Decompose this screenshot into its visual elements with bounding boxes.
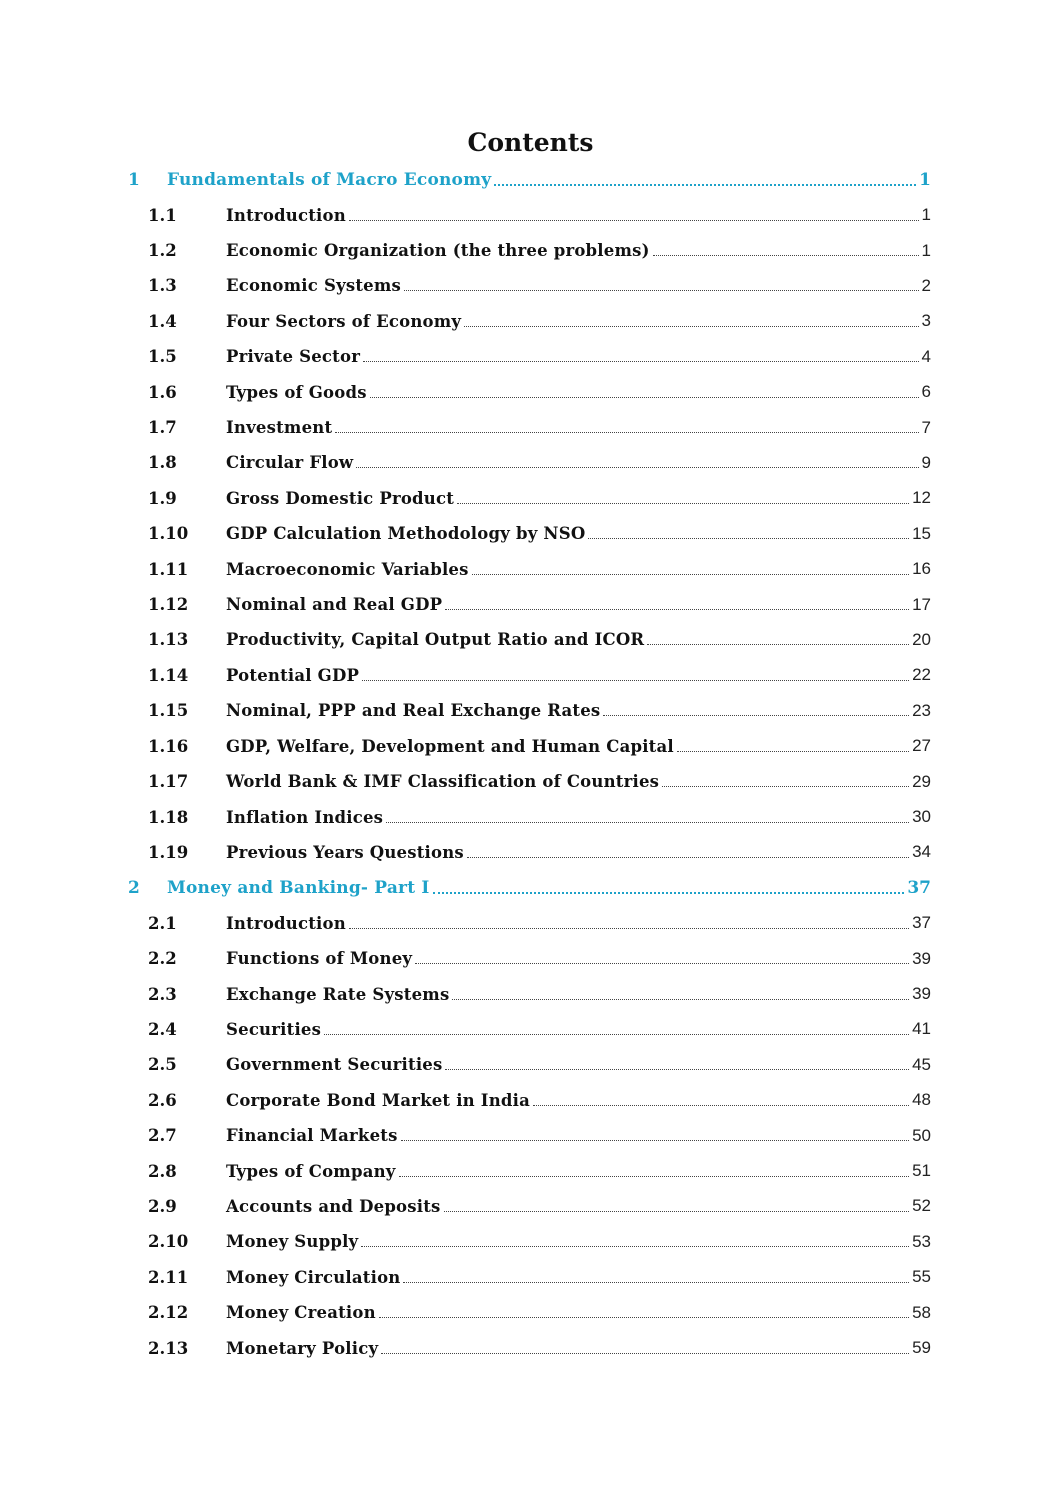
entry-number: 2.7 [148,1126,177,1146]
entry-title: Types of Company [226,1161,396,1181]
entry-number: 1.9 [148,488,177,508]
entry-number: 1.18 [148,807,189,827]
toc-section-entry[interactable] [128,1224,931,1259]
entry-number: 2.11 [148,1267,189,1287]
dot-leader [445,609,909,610]
entry-title: Four Sectors of Economy [226,311,462,331]
entry-page-number: 37 [907,877,931,898]
entry-title: Exchange Rate Systems [226,984,450,1004]
entry-page-number: 50 [912,1125,931,1145]
toc-section-entry[interactable] [128,764,931,799]
toc-section-entry[interactable] [128,233,931,268]
entry-title: GDP Calculation Methodology by NSO [226,524,586,544]
entry-title: Monetary Policy [226,1338,379,1358]
dot-leader [464,326,918,327]
dot-leader [647,644,909,645]
dot-leader [386,822,909,823]
entry-title: Nominal, PPP and Real Exchange Rates [226,701,601,721]
toc-section-entry[interactable] [128,941,931,976]
entry-title: Introduction [226,913,346,933]
entry-title: World Bank & IMF Classification of Countries [226,772,660,792]
entry-number: 1 [128,169,140,190]
entry-page-number: 59 [912,1338,931,1358]
entry-number: 1.15 [148,701,189,721]
entry-page-number: 1 [921,205,931,225]
dot-leader [401,1140,910,1141]
toc-section-entry[interactable] [128,1330,931,1365]
entry-title: Government Securities [226,1055,443,1075]
entry-number: 2.8 [148,1161,177,1181]
entry-page-number: 12 [912,488,931,508]
dot-leader [399,1176,910,1177]
entry-title: Inflation Indices [226,807,384,827]
entry-page-number: 2 [921,275,931,295]
dot-leader [362,680,909,681]
entry-page-number: 30 [912,807,931,827]
entry-page-number: 4 [921,346,931,366]
entry-number: 1.19 [148,842,189,862]
entry-page-number: 34 [912,842,931,862]
entry-title: Money Circulation [226,1267,401,1287]
toc-section-entry[interactable] [128,516,931,551]
entry-title: Productivity, Capital Output Ratio and ICOR [226,630,645,650]
entry-page-number: 58 [912,1302,931,1322]
entry-number: 2.10 [148,1232,189,1252]
dot-leader [361,1246,909,1247]
entry-number: 1.7 [148,418,177,438]
table-of-contents [128,162,931,1366]
entry-title: Types of Goods [226,382,367,402]
entry-number: 1.16 [148,736,189,756]
entry-title: Money and Banking- Part I [167,877,430,898]
entry-number: 1.13 [148,630,189,650]
entry-title: Financial Markets [226,1126,398,1146]
entry-page-number: 53 [912,1231,931,1251]
entry-number: 2 [128,877,140,898]
entry-title: Securities [226,1019,322,1039]
entry-number: 1.11 [148,559,189,579]
entry-number: 1.3 [148,276,177,296]
entry-page-number: 51 [912,1161,931,1181]
toc-section-entry[interactable] [128,799,931,834]
entry-number: 1.6 [148,382,177,402]
toc-section-entry[interactable] [128,1260,931,1295]
entry-number: 1.5 [148,347,177,367]
entry-number: 2.1 [148,913,177,933]
dot-leader [472,574,909,575]
entry-page-number: 15 [912,523,931,543]
entry-page-number: 39 [912,948,931,968]
dot-leader [335,432,918,433]
entry-title: Introduction [226,205,346,225]
toc-chapter-entry[interactable] [128,870,931,905]
dot-leader [379,1317,909,1318]
entry-page-number: 6 [921,382,931,402]
entry-page-number: 1 [919,169,931,190]
toc-section-entry[interactable] [128,1083,931,1118]
entry-title: Previous Years Questions [226,842,464,862]
entry-number: 2.5 [148,1055,177,1075]
toc-section-entry[interactable] [128,1118,931,1153]
entry-page-number: 9 [921,452,931,472]
entry-page-number: 1 [921,240,931,260]
entry-title: Nominal and Real GDP [226,595,443,615]
toc-section-entry[interactable] [128,658,931,693]
entry-page-number: 16 [912,559,931,579]
toc-section-entry[interactable] [128,1047,931,1082]
entry-title: Functions of Money [226,949,413,969]
dot-leader [363,361,918,362]
toc-section-entry[interactable] [128,481,931,516]
toc-section-entry[interactable] [128,835,931,870]
dot-leader [677,751,909,752]
entry-page-number: 22 [912,665,931,685]
entry-title: Circular Flow [226,453,354,473]
dot-leader [444,1211,910,1212]
entry-title: Corporate Bond Market in India [226,1090,531,1110]
toc-section-entry[interactable] [128,197,931,232]
toc-section-entry[interactable] [128,587,931,622]
entry-number: 1.17 [148,772,189,792]
toc-section-entry[interactable] [128,1153,931,1188]
dot-leader [653,255,919,256]
entry-number: 1.1 [148,205,177,225]
toc-section-entry[interactable] [128,729,931,764]
entry-page-number: 23 [912,700,931,720]
toc-section-entry[interactable] [128,693,931,728]
entry-title: Money Creation [226,1303,376,1323]
entry-page-number: 7 [921,417,931,437]
dot-leader [662,786,909,787]
entry-number: 2.12 [148,1303,189,1323]
entry-page-number: 55 [912,1267,931,1287]
dot-leader [415,963,909,964]
entry-page-number: 48 [912,1090,931,1110]
dot-leader [349,220,919,221]
entry-number: 2.6 [148,1090,177,1110]
entry-title: Private Sector [226,347,361,367]
page-title: Contents [467,128,594,157]
entry-number: 2.2 [148,949,177,969]
dot-leader [349,928,909,929]
toc-section-entry[interactable] [128,551,931,586]
dot-leader [445,1069,909,1070]
entry-number: 1.4 [148,311,177,331]
entry-number: 1.10 [148,524,189,544]
toc-section-entry[interactable] [128,445,931,480]
entry-number: 1.12 [148,595,189,615]
entry-page-number: 27 [912,736,931,756]
entry-title: Money Supply [226,1232,359,1252]
entry-number: 1.2 [148,241,177,261]
entry-title: Investment [226,418,333,438]
dot-leader [370,397,919,398]
entry-page-number: 20 [912,629,931,649]
dot-leader [381,1353,909,1354]
entry-page-number: 37 [912,913,931,933]
dot-leader [533,1105,909,1106]
entry-title: Economic Systems [226,276,402,296]
toc-section-entry[interactable] [128,1012,931,1047]
entry-title: Gross Domestic Product [226,488,455,508]
entry-title: Macroeconomic Variables [226,559,469,579]
dot-leader [404,290,919,291]
entry-number: 1.14 [148,665,189,685]
entry-number: 2.4 [148,1019,177,1039]
entry-title: Accounts and Deposits [226,1196,441,1216]
entry-page-number: 41 [912,1019,931,1039]
toc-section-entry[interactable] [128,1295,931,1330]
dot-leader [588,538,909,539]
toc-section-entry[interactable] [128,268,931,303]
entry-page-number: 29 [912,771,931,791]
toc-section-entry[interactable] [128,339,931,374]
entry-page-number: 17 [912,594,931,614]
entry-title: GDP, Welfare, Development and Human Capital [226,736,674,756]
dot-leader [494,184,916,186]
toc-section-entry[interactable] [128,304,931,339]
entry-page-number: 39 [912,984,931,1004]
dot-leader [603,715,909,716]
toc-section-entry[interactable] [128,622,931,657]
entry-number: 2.9 [148,1196,177,1216]
dot-leader [452,999,909,1000]
toc-section-entry[interactable] [128,410,931,445]
entry-number: 2.13 [148,1338,189,1358]
entry-number: 1.8 [148,453,177,473]
entry-number: 2.3 [148,984,177,1004]
dot-leader [433,892,905,894]
entry-page-number: 3 [921,311,931,331]
toc-section-entry[interactable] [128,976,931,1011]
dot-leader [467,857,909,858]
toc-section-entry[interactable] [128,374,931,409]
dot-leader [457,503,909,504]
entry-title: Fundamentals of Macro Economy [167,169,492,190]
dot-leader [356,467,918,468]
entry-page-number: 45 [912,1054,931,1074]
entry-title: Economic Organization (the three problems) [226,241,650,261]
toc-section-entry[interactable] [128,906,931,941]
dot-leader [324,1034,909,1035]
entry-title: Potential GDP [226,665,360,685]
toc-chapter-entry[interactable] [128,162,931,197]
entry-page-number: 52 [912,1196,931,1216]
dot-leader [403,1282,909,1283]
toc-section-entry[interactable] [128,1189,931,1224]
